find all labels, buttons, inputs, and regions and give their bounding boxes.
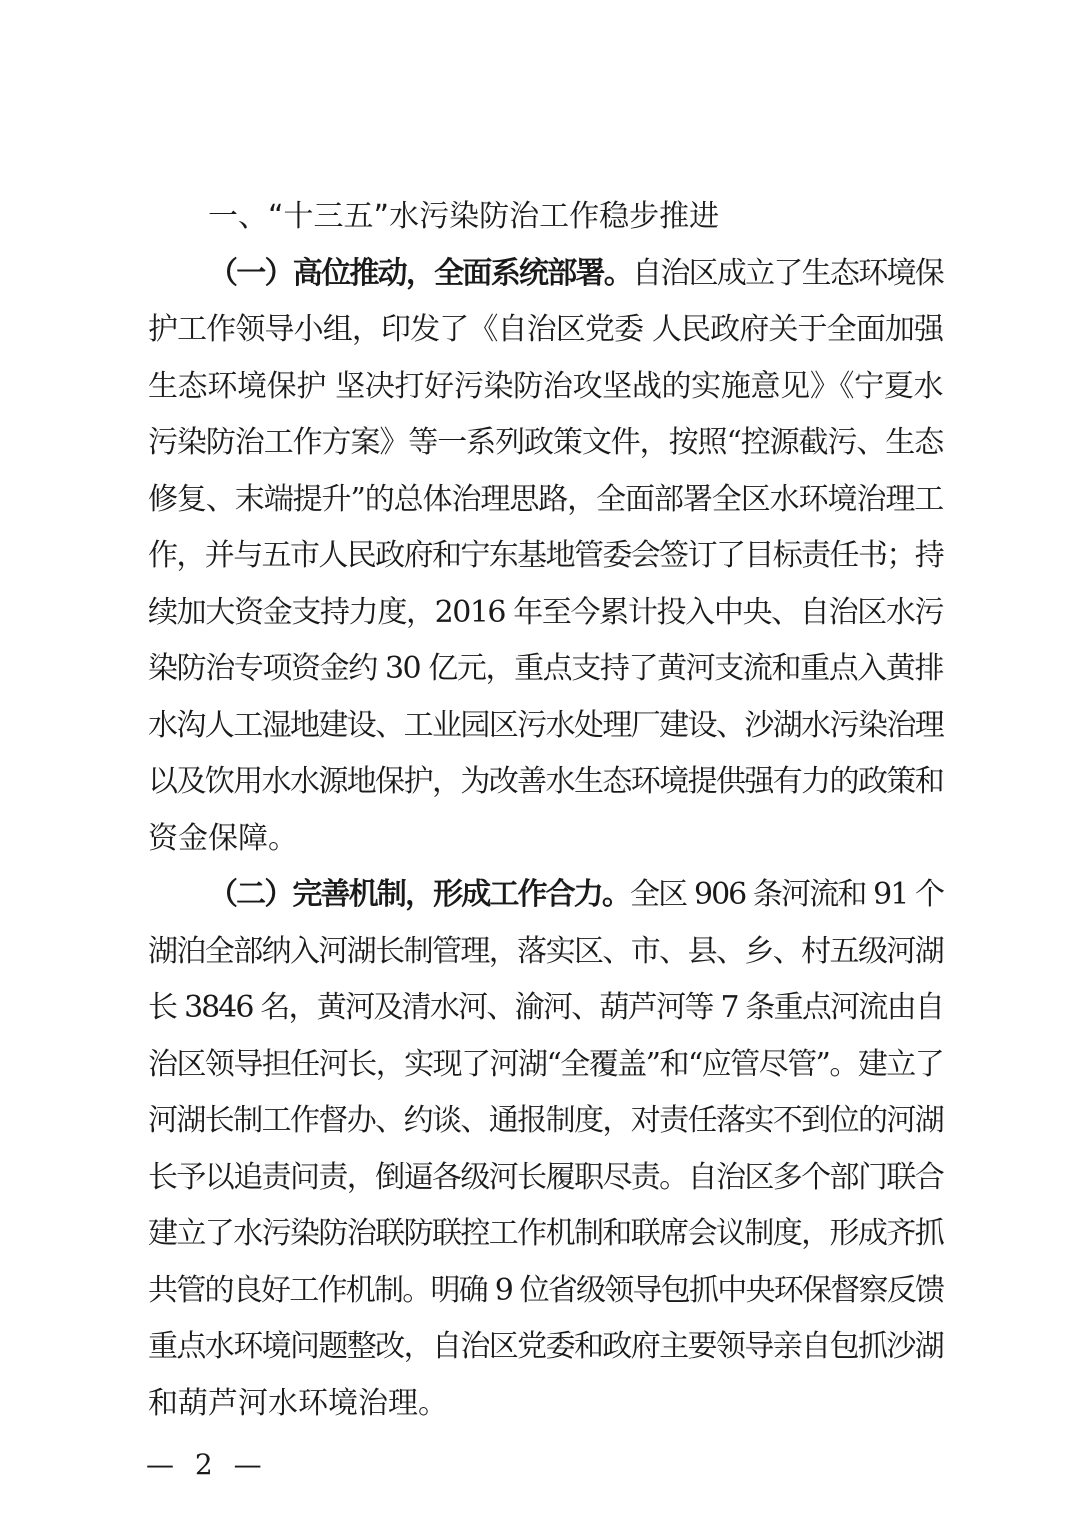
paragraph-line: 水沟人工湿地建设、工业园区污水处理厂建设、沙湖水污染治理 <box>148 707 943 743</box>
paragraph-1-line-1 <box>148 246 943 303</box>
paragraph-line: 建立了水污染防治联防联控工作机制和联席会议制度，形成齐抓 <box>148 1216 943 1251</box>
paragraph-line: 河湖长制工作督办、约谈、通报制度，对责任落实不到位的河湖 <box>148 1103 943 1138</box>
paragraph-line: 湖泊全部纳入河湖长制管理，落实区、市、县、乡、村五级河湖 <box>148 933 943 969</box>
paragraph-line: 共管的良好工作机制。明确 9 位省级领导包抓中央环保督察反馈 <box>148 1272 943 1308</box>
paragraph-line: 污染防治工作方案》等一系列政策文件，按照“控源截污、生态 <box>148 425 943 460</box>
paragraph-line: 生态环境保护 坚决打好污染防治攻坚战的实施意见》《宁夏水 <box>148 368 943 404</box>
paragraph-line-last: 和葫芦河水环境治理。 <box>148 1385 448 1421</box>
paragraph-2-line-1 <box>148 867 943 924</box>
paragraph-line: 染防治专项资金约 30 亿元，重点支持了黄河支流和重点入黄排 <box>148 651 943 686</box>
paragraph-line: 护工作领导小组，印发了《自治区党委 人民政府关于全面加强 <box>148 312 943 347</box>
section2-title: （二）完善机制，形成工作合力。 <box>208 877 631 912</box>
paragraph-line: 治区领导担任河长，实现了河湖“全覆盖”和“应管尽管”。建立了 <box>148 1046 943 1082</box>
paragraph-line: 长予以追责问责，倒逼各级河长履职尽责。自治区多个部门联合 <box>148 1159 943 1195</box>
paragraph-line: 作，并与五市人民政府和宁东基地管委会签订了目标责任书；持 <box>148 538 943 573</box>
paragraph-line-last: 资金保障。 <box>148 820 298 856</box>
section1-title: （一）高位推动，全面系统部署。 <box>208 255 633 291</box>
paragraph-line: 长 3846 名，黄河及清水河、渝河、葫芦河等 7 条重点河流由自 <box>148 990 943 1025</box>
paragraph-line: 重点水环境问题整改，自治区党委和政府主要领导亲自包抓沙湖 <box>148 1329 943 1364</box>
paragraph-line: 修复、末端提升”的总体治理思路，全面部署全区水环境治理工 <box>148 481 943 517</box>
paragraph-text: 自治区成立了生态环境保 <box>632 255 944 291</box>
page-number: — 2 — <box>146 1448 268 1481</box>
paragraph-line: 以及饮用水水源地保护，为改善水生态环境提供强有力的政策和 <box>148 764 943 799</box>
document-body <box>148 189 943 1432</box>
paragraph-line: 续加大资金支持力度，2016 年至今累计投入中央、自治区水污 <box>148 594 943 630</box>
section-heading: 一、“十三五”水污染防治工作稳步推进 <box>208 199 720 234</box>
paragraph-text: 全区 906 条河流和 91 个 <box>630 877 943 912</box>
